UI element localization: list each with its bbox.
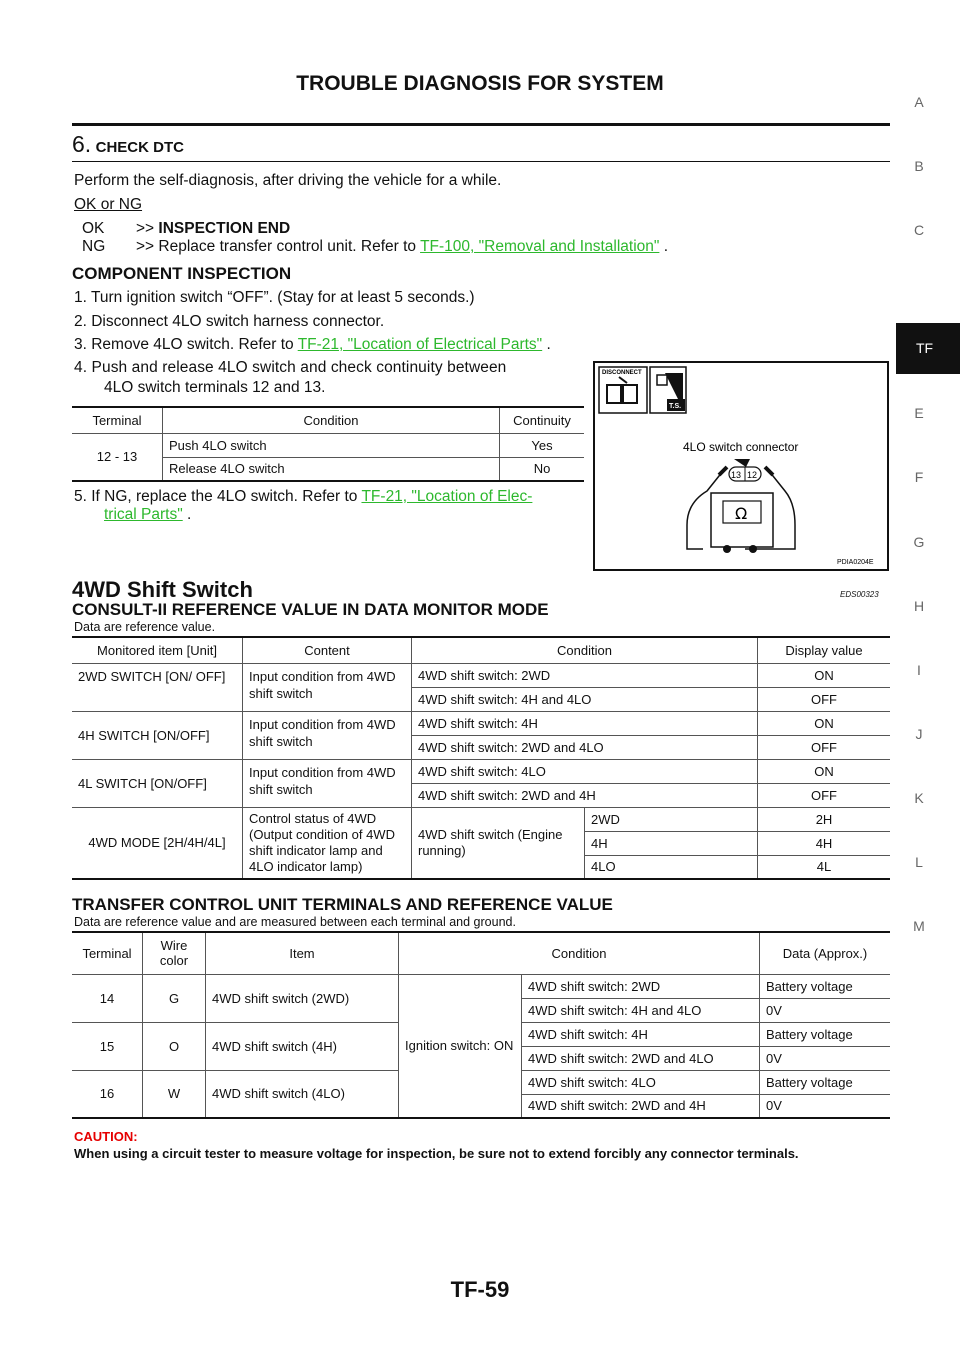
ci-step5-text: 5. If NG, replace the 4LO switch. Refer to xyxy=(74,488,358,505)
tcu-data: 0V xyxy=(760,998,891,1022)
side-index-k[interactable]: K xyxy=(914,790,924,806)
caution-text: When using a circuit tester to measure voltage for inspection, be sure not to extend forcibly any connector terminals. xyxy=(74,1146,799,1161)
tcu-data: Battery voltage xyxy=(760,1070,891,1094)
ohm-icon: Ω xyxy=(735,504,748,523)
tcu-heading: TRANSFER CONTROL UNIT TERMINALS AND REFERENCE VALUE xyxy=(72,895,613,914)
tcu-wire: G xyxy=(143,974,206,1022)
component-inspection-heading: COMPONENT INSPECTION xyxy=(72,264,292,283)
ok-arrow: >> xyxy=(136,220,155,237)
consult-mode-item: 4WD MODE [2H/4H/4L] xyxy=(72,807,243,879)
ok-result: INSPECTION END xyxy=(158,220,291,237)
side-index-i[interactable]: I xyxy=(917,662,921,678)
tcu-terminal: 15 xyxy=(72,1022,143,1070)
consult-value: ON xyxy=(758,759,891,783)
tcu-header-condition: Condition xyxy=(399,932,760,974)
page-number: TF-59 xyxy=(450,1277,510,1302)
tcu-condition: 4WD shift switch: 4H and 4LO xyxy=(522,998,760,1022)
ci-step1: 1. Turn ignition switch “OFF”. (Stay for at least 5 seconds.) xyxy=(74,289,475,306)
consult-value: OFF xyxy=(758,687,891,711)
side-index-g[interactable]: G xyxy=(913,534,925,550)
step6-heading xyxy=(72,131,184,158)
ci-step5-cont xyxy=(104,505,191,525)
consult-condition: 4WD shift switch: 4H and 4LO xyxy=(412,687,758,711)
ok-label: OK xyxy=(82,220,105,237)
consult-heading: CONSULT-II REFERENCE VALUE IN DATA MONITOR MODE xyxy=(72,600,549,619)
tcu-data: 0V xyxy=(760,1046,891,1070)
consult-value: ON xyxy=(758,711,891,735)
consult-item: 4H SWITCH [ON/OFF] xyxy=(72,711,243,759)
tcu-header-item: Item xyxy=(206,932,399,974)
ohmmeter xyxy=(711,493,773,553)
ng-row xyxy=(82,237,668,257)
side-index-m[interactable]: M xyxy=(913,918,925,934)
side-index-c[interactable]: C xyxy=(913,222,925,238)
ci-step3-link[interactable]: TF-21, "Location of Electrical Parts" xyxy=(297,336,543,353)
consult-content: Input condition from 4WD shift switch xyxy=(243,663,412,711)
header-rule xyxy=(72,123,890,126)
continuity-header-terminal: Terminal xyxy=(72,407,163,433)
ci-step5-end: . xyxy=(187,506,192,523)
ng-end: . xyxy=(663,238,668,255)
continuity-header-continuity: Continuity xyxy=(500,407,585,433)
step6-number: 6. xyxy=(72,131,92,157)
side-index-j[interactable]: J xyxy=(915,726,923,742)
consult-condition: 4WD shift switch: 4LO xyxy=(412,759,758,783)
ng-reference-link[interactable]: TF-100, "Removal and Installation" xyxy=(420,238,660,255)
consult-item: 4L SWITCH [ON/OFF] xyxy=(72,759,243,807)
probe-left xyxy=(719,467,727,475)
continuity-condition: Release 4LO switch xyxy=(163,457,500,481)
tcu-data: 0V xyxy=(760,1094,891,1118)
consult-item: 2WD SWITCH [ON/ OFF] xyxy=(72,663,243,711)
consult-content: Input condition from 4WD shift switch xyxy=(243,759,412,807)
tcu-condition: 4WD shift switch: 2WD and 4H xyxy=(522,1094,760,1118)
probe-right xyxy=(765,467,773,475)
connector-label: 4LO switch connector xyxy=(683,440,799,454)
consult-mode-sub: 4LO xyxy=(585,855,758,879)
side-index-e[interactable]: E xyxy=(914,405,924,421)
consult-table xyxy=(72,636,890,880)
ci-step4 xyxy=(74,358,584,398)
consult-content: Input condition from 4WD shift switch xyxy=(243,711,412,759)
caution-title: CAUTION: xyxy=(74,1129,138,1144)
figure-code: PDIA0204E xyxy=(837,559,874,566)
tcu-data: Battery voltage xyxy=(760,974,891,998)
consult-note: Data are reference value. xyxy=(74,620,216,634)
ts-label: T.S. xyxy=(669,403,682,410)
tcu-item: 4WD shift switch (4LO) xyxy=(206,1070,399,1118)
side-index-a[interactable]: A xyxy=(914,94,924,110)
consult-condition: 4WD shift switch: 4H xyxy=(412,711,758,735)
connector-diagram xyxy=(595,363,887,569)
ci-step3-text: 3. Remove 4LO switch. Refer to xyxy=(74,336,294,353)
table-row xyxy=(72,433,584,457)
table-row xyxy=(72,807,890,831)
ci-step3-end: . xyxy=(546,336,551,353)
consult-header-condition: Condition xyxy=(412,637,758,663)
connector-figure xyxy=(593,361,889,571)
consult-mode-condition: 4WD shift switch (Engine running) xyxy=(412,807,585,879)
shift-switch-title: 4WD Shift Switch xyxy=(72,577,253,602)
tcu-condition: 4WD shift switch: 2WD and 4LO xyxy=(522,1046,760,1070)
pin-12: 12 xyxy=(747,470,758,480)
continuity-value: No xyxy=(500,457,585,481)
continuity-table xyxy=(72,406,584,482)
consult-mode-value: 2H xyxy=(758,807,891,831)
side-index-b[interactable]: B xyxy=(914,158,924,174)
tcu-wire: O xyxy=(143,1022,206,1070)
table-row xyxy=(72,974,890,998)
disconnect-label: DISCONNECT xyxy=(602,370,642,376)
ng-text: Replace transfer control unit. Refer to xyxy=(158,238,417,255)
step6-instruction: Perform the self-diagnosis, after driving the vehicle for a while. xyxy=(74,172,502,189)
ci-step3 xyxy=(74,335,551,355)
consult-condition: 4WD shift switch: 2WD and 4LO xyxy=(412,735,758,759)
continuity-terminal: 12 - 13 xyxy=(72,433,163,481)
consult-header-content: Content xyxy=(243,637,412,663)
consult-condition: 4WD shift switch: 2WD xyxy=(412,663,758,687)
consult-mode-sub: 2WD xyxy=(585,807,758,831)
consult-condition: 4WD shift switch: 2WD and 4H xyxy=(412,783,758,807)
tcu-note: Data are reference value and are measured between each terminal and ground. xyxy=(74,915,516,929)
ng-label: NG xyxy=(82,238,106,255)
consult-value: OFF xyxy=(758,783,891,807)
tcu-table xyxy=(72,931,890,1119)
ci-step5-link-cont[interactable]: trical Parts" xyxy=(104,506,183,523)
consult-header-value: Display value xyxy=(758,637,891,663)
tcu-wire: W xyxy=(143,1070,206,1118)
ci-step5-link[interactable]: TF-21, "Location of Elec- xyxy=(361,488,533,505)
ci-step4-line2: 4LO switch terminals 12 and 13. xyxy=(104,379,326,396)
table-row xyxy=(72,759,890,783)
shift-switch-code: EDS00323 xyxy=(840,590,879,599)
continuity-condition: Push 4LO switch xyxy=(163,433,500,457)
tcu-common-condition: Ignition switch: ON xyxy=(399,974,522,1118)
consult-value: ON xyxy=(758,663,891,687)
consult-mode-sub: 4H xyxy=(585,831,758,855)
consult-mode-value: 4L xyxy=(758,855,891,879)
side-index-h[interactable]: H xyxy=(913,598,925,614)
tcu-condition: 4WD shift switch: 4LO xyxy=(522,1070,760,1094)
step6-rule xyxy=(72,161,890,162)
page-header-title: TROUBLE DIAGNOSIS FOR SYSTEM xyxy=(296,72,664,95)
pin-13: 13 xyxy=(731,470,742,480)
tcu-data: Battery voltage xyxy=(760,1022,891,1046)
consult-mode-value: 4H xyxy=(758,831,891,855)
tcu-item: 4WD shift switch (4H) xyxy=(206,1022,399,1070)
ci-step4-line1: 4. Push and release 4LO switch and check continuity between xyxy=(74,359,507,376)
table-row xyxy=(72,711,890,735)
ci-step5 xyxy=(74,487,532,507)
tcu-header-terminal: Terminal xyxy=(72,932,143,974)
tcu-terminal: 14 xyxy=(72,974,143,1022)
side-index-l[interactable]: L xyxy=(915,854,923,870)
ok-row xyxy=(82,219,290,239)
tcu-item: 4WD shift switch (2WD) xyxy=(206,974,399,1022)
step6-title: CHECK DTC xyxy=(95,139,184,156)
ng-arrow: >> xyxy=(136,238,155,255)
tcu-condition: 4WD shift switch: 4H xyxy=(522,1022,760,1046)
continuity-value: Yes xyxy=(500,433,585,457)
continuity-header-condition: Condition xyxy=(163,407,500,433)
tcu-condition: 4WD shift switch: 2WD xyxy=(522,974,760,998)
consult-header-item: Monitored item [Unit] xyxy=(72,637,243,663)
tcu-header-data: Data (Approx.) xyxy=(760,932,891,974)
tcu-terminal: 16 xyxy=(72,1070,143,1118)
ok-ng-label: OK or NG xyxy=(74,196,143,213)
table-row xyxy=(72,663,890,687)
consult-value: OFF xyxy=(758,735,891,759)
side-index-f[interactable]: F xyxy=(914,469,924,485)
ci-step2: 2. Disconnect 4LO switch harness connector. xyxy=(74,313,385,330)
consult-mode-content: Control status of 4WD (Output condition of 4WD shift indicator lamp and 4LO indicator lamp) xyxy=(243,807,412,879)
side-index-tf-active[interactable]: TF xyxy=(896,323,960,374)
tcu-header-wire: Wire color xyxy=(143,932,206,974)
